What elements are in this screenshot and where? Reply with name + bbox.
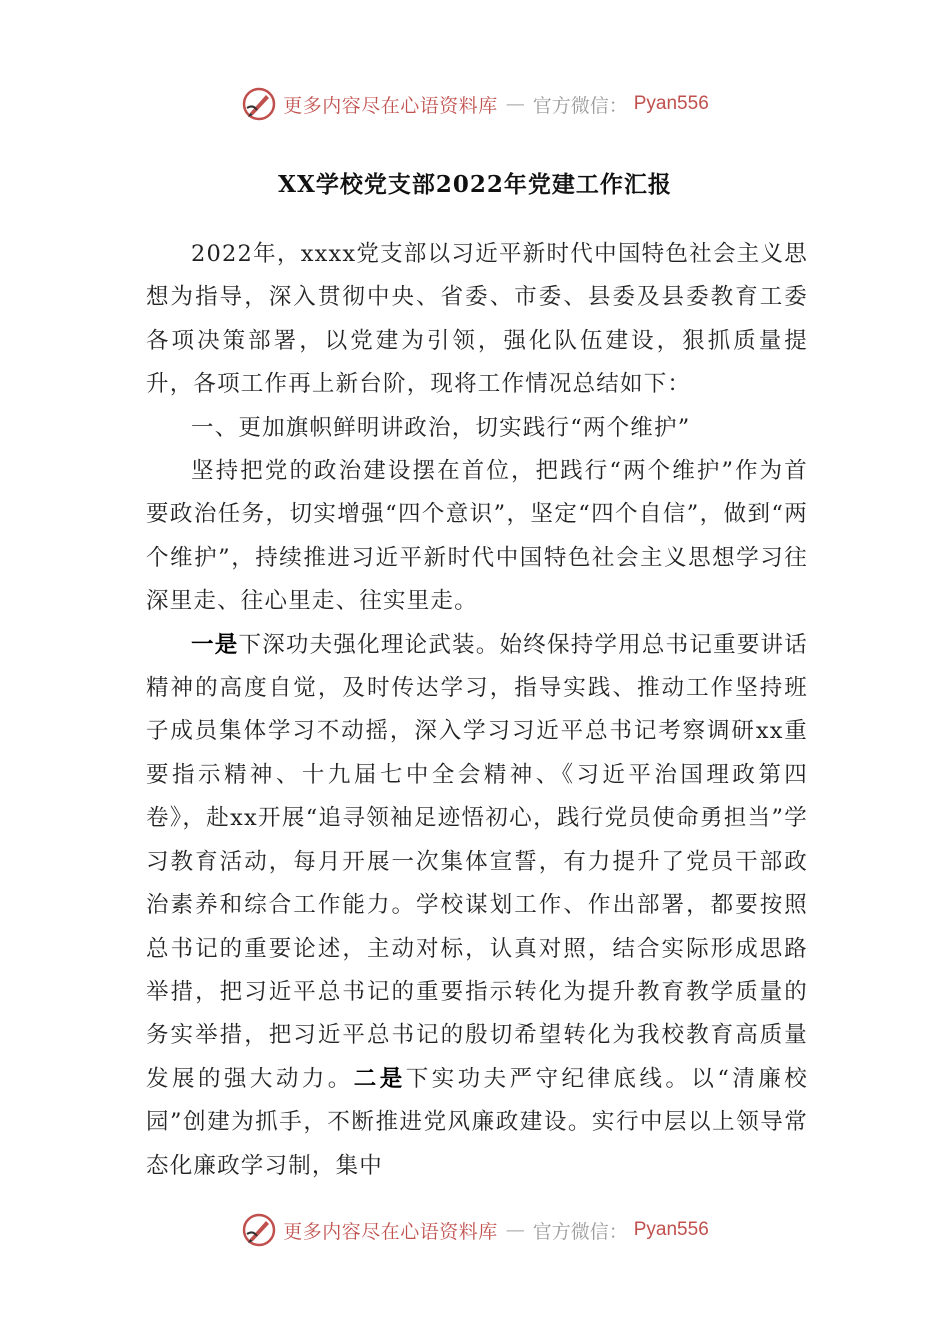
watermark-text: 更多内容尽在心语资料库 <box>283 1220 498 1243</box>
point-text-1: 下深功夫强化理论武装。始终保持学用总书记重要讲话精神的高度自觉，及时传达学习，指导实践、推动工作坚持班子成员集体学习不动摇，深入学习习近平总书记考察调研xx重要指示精神、十九届七中全会精神、《习近平治国理政第四卷》，赴xx开展“追寻领袖足迹悟初心，践行党员使命勇担当”学习教育活动，每月开展一次集体宣誓，有力提升了党员干部政治素养和综合工作能力。学校谋划工作、作出部署，都要按照总书记的重要论述，主动对标，认真对照，结合实际形成思路举措，把习近平总书记的重要指示转化为提升教育教学质量的务实举措，把习近平总书记的殷切希望转化为我校教育高质量发展的强大动力。 <box>146 631 808 1092</box>
document-body <box>146 233 808 1188</box>
paragraph-points <box>146 624 808 1188</box>
pen-logo-icon <box>241 1212 277 1248</box>
point-lead-2: 二是 <box>353 1065 406 1092</box>
watermark-text: 更多内容尽在心语资料库 <box>283 94 498 117</box>
point-text-2: 下实功夫严守纪律底线。以“清廉校园”创建为抓手，不断推进党风廉政建设。实行中层以上领导常态化廉政学习制，集中 <box>146 1065 808 1179</box>
paragraph-intro: 2022年，xxxx党支部以习近平新时代中国特色社会主义思想为指导，深入贯彻中央、省委、市委、县委及县委教育工委各项决策部署，以党建为引领，强化队伍建设，狠抓质量提升，各项工作再上新台阶，现将工作情况总结如下： <box>146 241 808 398</box>
point-lead-1: 一是 <box>191 631 239 658</box>
section-heading-1: 一、更加旗帜鲜明讲政治，切实践行“两个维护” <box>191 414 691 441</box>
watermark-footer <box>0 1210 950 1250</box>
watermark-separator: — <box>505 1219 525 1241</box>
pen-logo-icon <box>241 86 277 122</box>
watermark-header <box>0 84 950 124</box>
watermark-label: 官方微信： <box>532 1220 628 1243</box>
document-title: XX学校党支部2022年党建工作汇报 <box>278 171 672 198</box>
watermark-label: 官方微信： <box>532 94 628 117</box>
watermark-separator: — <box>505 93 525 115</box>
paragraph-section-1: 坚持把党的政治建设摆在首位，把践行“两个维护”作为首要政治任务，切实增强“四个意识”，坚定“四个自信”，做到“两个维护”，持续推进习近平新时代中国特色社会主义思想学习往深里走、往心里走、往实里走。 <box>146 458 808 615</box>
watermark-id: Pyan556 <box>633 1219 709 1240</box>
watermark-id: Pyan556 <box>633 93 709 114</box>
